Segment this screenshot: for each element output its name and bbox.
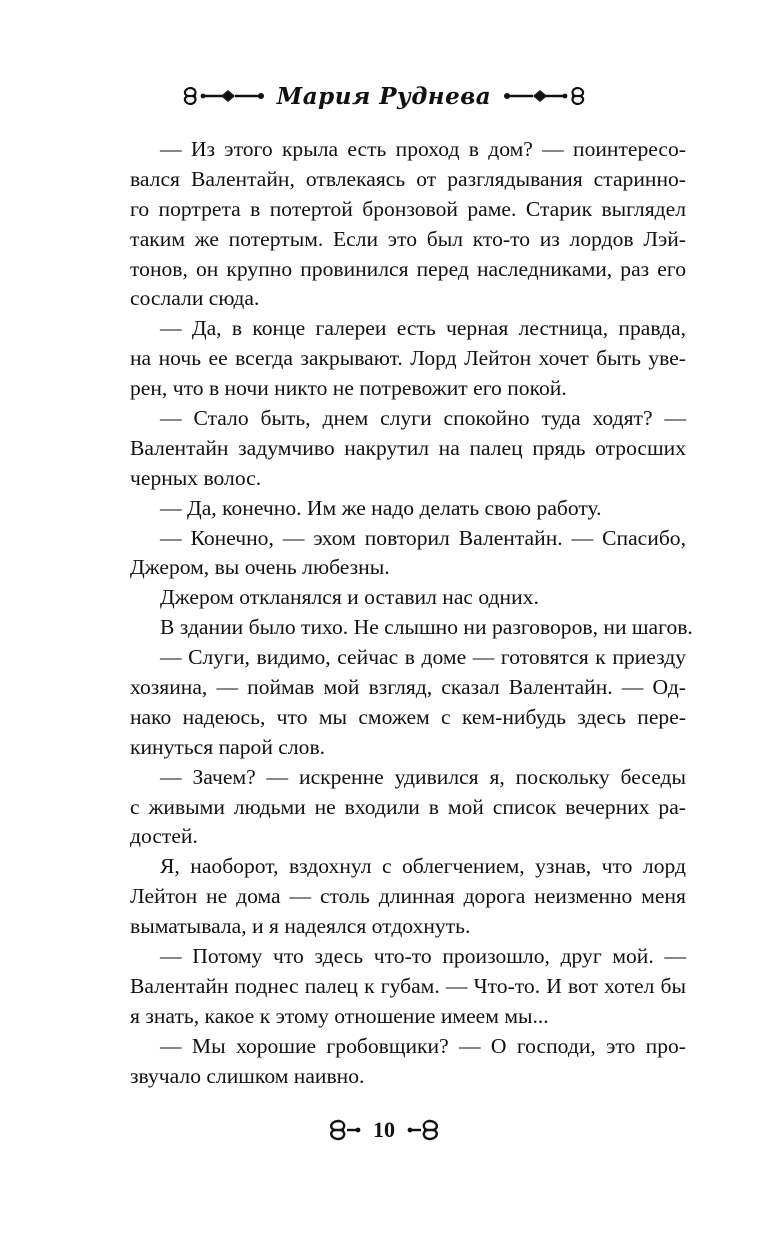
text-line: — Да, конечно. Им же надо делать свою работу. xyxy=(160,495,602,520)
text-line: Джером откланялся и оставил нас одних. xyxy=(160,585,539,610)
header-right-ornament-icon xyxy=(501,84,587,108)
text-line: сослали сюда. xyxy=(130,286,260,311)
text-line: тонов, он крупно провинился перед наследниками, раз его xyxy=(130,256,686,281)
text-line: хозяина, — поймав мой взгляд, сказал Валентайн. — Од- xyxy=(130,675,686,700)
text-line: — Слуги, видимо, сейчас в доме — готовятся к приезду xyxy=(160,645,686,670)
text-line: кинуться парой слов. xyxy=(130,734,326,759)
text-line: Джером, вы очень любезны. xyxy=(130,555,390,580)
text-line: достей. xyxy=(130,824,198,849)
footer-right-ornament-icon xyxy=(407,1117,443,1143)
text-line: я знать, какое к этому отношение имеем мы... xyxy=(130,1003,549,1028)
page-number: 10 xyxy=(373,1117,395,1142)
header-author: Мария Руднева xyxy=(276,82,492,110)
text-line: вался Валентайн, отвлекаясь от разглядывания старинно- xyxy=(130,166,686,191)
text-line: Я, наоборот, вздохнул с облегчением, узнав, что лорд xyxy=(160,854,686,879)
body-text xyxy=(130,135,693,1092)
text-line: выматывала, и я надеялся отдохнуть. xyxy=(130,914,471,939)
text-line: — Конечно, — эхом повторил Валентайн. — Спасибо, xyxy=(160,525,686,550)
text-line: — Зачем? — искренне удивился я, поскольку беседы xyxy=(160,764,686,789)
text-line: черных волос. xyxy=(130,465,262,490)
page-footer xyxy=(0,1114,768,1146)
text-line: Валентайн задумчиво накрутил на палец прядь отросших xyxy=(130,435,686,460)
text-line: — Из этого крыла есть проход в дом? — поинтересо- xyxy=(160,137,686,161)
text-line: на ночь ее всегда закрывают. Лорд Лейтон хочет быть уве- xyxy=(130,346,686,371)
text-line: таким же потертым. Если это был кто-то из лордов Лэй- xyxy=(130,226,686,251)
text-line: нако надеюсь, что мы сможем с кем-нибудь здесь пере- xyxy=(130,704,686,729)
text-line: — Потому что здесь что-то произошло, друг мой. — xyxy=(160,944,686,969)
text-line: — Да, в конце галереи есть черная лестница, правда, xyxy=(160,316,686,341)
text-line: рен, что в ночи никто не потревожит его покой. xyxy=(130,376,567,401)
text-line: звучало слишком наивно. xyxy=(130,1063,365,1088)
text-line: Валентайн поднес палец к губам. — Что-то. И вот хотел бы xyxy=(130,973,686,998)
text-line: го портрета в потертой бронзовой раме. Старик выглядел xyxy=(130,196,686,221)
text-line: Лейтон не дома — столь длинная дорога неизменно меня xyxy=(130,884,686,909)
text-line: — Мы хорошие гробовщики? — О господи, это про- xyxy=(160,1033,686,1058)
footer-left-ornament-icon xyxy=(325,1117,361,1143)
text-line: В здании было тихо. Не слышно ни разговоров, ни шагов. xyxy=(160,615,693,640)
running-header xyxy=(0,78,768,114)
text-line: с живыми людьми не входили в мой список вечерних ра- xyxy=(130,794,686,819)
header-left-ornament-icon xyxy=(181,84,267,108)
text-line: — Стало быть, днем слуги спокойно туда ходят? — xyxy=(160,406,686,431)
